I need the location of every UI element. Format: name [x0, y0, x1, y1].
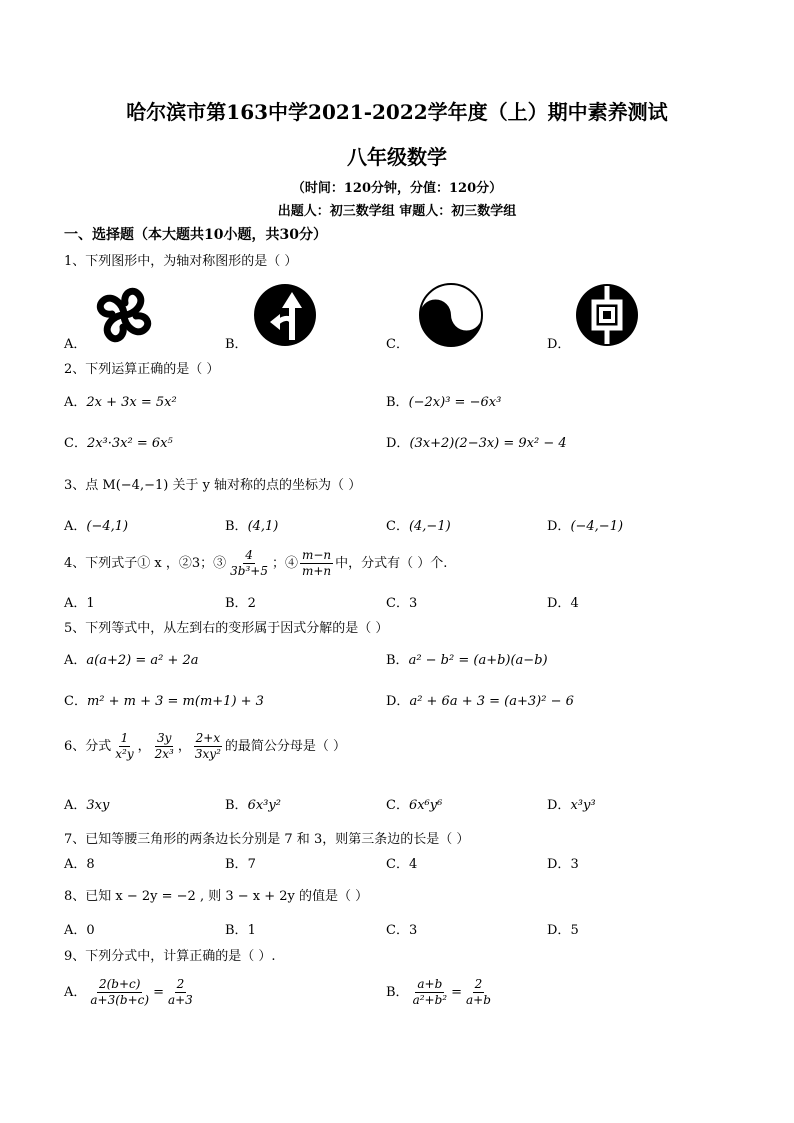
stem-text: 的最简公分母是（ ） — [224, 739, 347, 754]
option-label: C． — [386, 798, 409, 813]
option-9b — [386, 977, 495, 1008]
option-text: 5 — [570, 923, 579, 938]
option-text: (−2x)³ = −6x³ — [408, 395, 502, 410]
option-2c — [64, 432, 173, 451]
option-label: A． — [64, 653, 87, 668]
option-text: a² + 6a + 3 = (a+3)² − 6 — [409, 694, 574, 709]
option-label: D． — [547, 857, 571, 872]
option-6a — [64, 794, 109, 813]
option-4b — [225, 592, 256, 611]
option-4a — [64, 592, 95, 611]
option-label: A． — [64, 985, 87, 1000]
question-9-stem: 9、下列分式中，计算正确的是（ ）. — [64, 949, 276, 964]
option-text: (−4,1) — [86, 519, 129, 534]
option-3d — [547, 515, 623, 534]
option-text: 6x⁶y⁶ — [408, 798, 443, 813]
option-text: 2 — [247, 596, 256, 611]
question-5-stem: 5、下列等式中，从左到右的变形属于因式分解的是（ ） — [64, 621, 389, 636]
option-label: C． — [64, 694, 87, 709]
option-1b-icon — [252, 282, 318, 348]
option-text: 6x³y² — [247, 798, 281, 813]
option-3a — [64, 515, 128, 534]
option-7c — [386, 853, 417, 872]
option-6b — [225, 794, 281, 813]
option-2b — [386, 391, 501, 410]
stem-text: ， — [137, 739, 151, 754]
option-label: A． — [64, 857, 87, 872]
fraction: $\frac{a+b}{\text{a²+b²}}$ — [412, 977, 448, 1007]
option-text: 1 — [247, 923, 256, 938]
option-text: 1 — [86, 596, 95, 611]
option-1c-label: C． — [386, 337, 409, 352]
option-5a — [64, 649, 199, 668]
question-6-stem — [64, 731, 346, 762]
equals-sign: = — [153, 985, 164, 1000]
option-label: B． — [225, 923, 248, 938]
option-text: 7 — [247, 857, 256, 872]
option-label: D． — [547, 596, 571, 611]
option-1d-icon — [574, 282, 640, 348]
option-text: m² + m + 3 = m(m+1) + 3 — [86, 694, 264, 709]
option-text: a² − b² = (a+b)(a−b) — [408, 653, 548, 668]
option-label: B． — [386, 653, 409, 668]
fraction: $\frac{3y}{\text{2x³}}$ — [154, 731, 174, 761]
question-3-stem: 3、点 M(−4,−1) 关于 y 轴对称的点的坐标为（ ） — [64, 478, 362, 493]
option-text: 4 — [408, 857, 418, 872]
option-label: C． — [386, 857, 409, 872]
option-label: B． — [225, 596, 248, 611]
exam-info: （时间：120分钟，分值：120分） — [291, 181, 503, 196]
option-text: 2x³·3x² = 6x⁵ — [86, 436, 173, 451]
fraction: $\frac{2}{a+b}$ — [465, 977, 491, 1007]
option-text: 3xy — [86, 798, 110, 813]
option-6c — [386, 794, 442, 813]
option-label: B． — [225, 798, 248, 813]
option-2d — [386, 432, 567, 451]
option-3c — [386, 515, 451, 534]
option-text: 3 — [408, 923, 418, 938]
option-text: 4 — [570, 596, 579, 611]
option-label: B． — [386, 395, 409, 410]
fraction: $\frac{m-n}{m+n}$ — [301, 548, 332, 578]
option-7b — [225, 853, 256, 872]
option-text: x³y³ — [570, 798, 596, 813]
option-4c — [386, 592, 417, 611]
option-text: (3x+2)(2−3x) = 9x² − 4 — [409, 436, 567, 451]
option-label: C． — [64, 436, 87, 451]
option-text: 0 — [86, 923, 95, 938]
stem-text: 4、下列式子① x ，②3；③ — [64, 556, 227, 571]
stem-text: 中，分式有（ ）个. — [335, 556, 448, 571]
option-1d-label: D． — [547, 337, 571, 352]
option-text: 3 — [570, 857, 579, 872]
option-label: D． — [547, 798, 571, 813]
option-label: B． — [225, 857, 248, 872]
stem-text: 6、分式 — [64, 739, 112, 754]
option-label: D． — [547, 519, 571, 534]
option-label: B． — [386, 985, 409, 1000]
option-8b — [225, 919, 256, 938]
option-text: 8 — [86, 857, 95, 872]
question-2-stem: 2、下列运算正确的是（ ） — [64, 362, 220, 377]
option-1a-label: A． — [64, 337, 87, 352]
option-7a — [64, 853, 95, 872]
option-1c-icon — [418, 282, 484, 348]
exam-title: 哈尔滨市第163中学2021-2022学年度（上）期中素养测试 — [126, 100, 668, 124]
option-text: (4,1) — [247, 519, 279, 534]
question-1-stem: 1、下列图形中，为轴对称图形的是（ ） — [64, 254, 298, 269]
option-label: A． — [64, 395, 87, 410]
option-5c — [64, 690, 264, 709]
option-text: a(a+2) = a² + 2a — [86, 653, 199, 668]
option-label: A． — [64, 923, 87, 938]
fraction: $\frac{1}{\text{x²y}}$ — [115, 731, 134, 761]
option-3b — [225, 515, 278, 534]
stem-text: ；④ — [271, 556, 298, 571]
option-8c — [386, 919, 417, 938]
option-7d — [547, 853, 579, 872]
option-label: A． — [64, 798, 87, 813]
option-9a — [64, 977, 197, 1008]
option-text: (−4,−1) — [570, 519, 624, 534]
option-text: (4,−1) — [408, 519, 451, 534]
option-1b-label: B． — [225, 337, 248, 352]
option-label: B． — [225, 519, 248, 534]
question-8-stem: 8、已知 x − 2y = −2 , 则 3 − x + 2y 的值是（ ） — [64, 889, 369, 904]
option-label: A． — [64, 519, 87, 534]
question-7-stem: 7、已知等腰三角形的两条边长分别是 7 和 3，则第三条边的长是（ ） — [64, 832, 470, 847]
option-label: A． — [64, 596, 87, 611]
option-label: D． — [547, 923, 571, 938]
fraction: $\frac{2}{a+3}$ — [167, 977, 193, 1007]
stem-text: ， — [177, 739, 191, 754]
fraction: $\frac{2(b+c)}{a+3(b+c)}$ — [90, 977, 150, 1007]
option-5d — [386, 690, 574, 709]
option-text: 3 — [408, 596, 418, 611]
fraction: $\frac{2+x}{\text{3xy²}}$ — [194, 731, 221, 761]
option-label: C． — [386, 596, 409, 611]
option-label: D． — [386, 436, 410, 451]
option-label: C． — [386, 519, 409, 534]
option-label: D． — [386, 694, 410, 709]
option-6d — [547, 794, 596, 813]
question-4-stem — [64, 548, 447, 579]
option-4d — [547, 592, 579, 611]
option-8a — [64, 919, 95, 938]
option-label: C． — [386, 923, 409, 938]
exam-subject: 八年级数学 — [347, 145, 447, 169]
option-text: 2x + 3x = 5x² — [86, 395, 177, 410]
option-1a-icon — [92, 284, 156, 346]
equals-sign: = — [451, 985, 462, 1000]
fraction: $\frac{4}{\text{3b³+5}}$ — [230, 548, 268, 578]
section-title: 一、选择题（本大题共10小题，共30分） — [64, 227, 327, 243]
option-2a — [64, 391, 177, 410]
option-5b — [386, 649, 548, 668]
option-8d — [547, 919, 579, 938]
exam-authors: 出题人：初三数学组 审题人：初三数学组 — [277, 204, 517, 219]
